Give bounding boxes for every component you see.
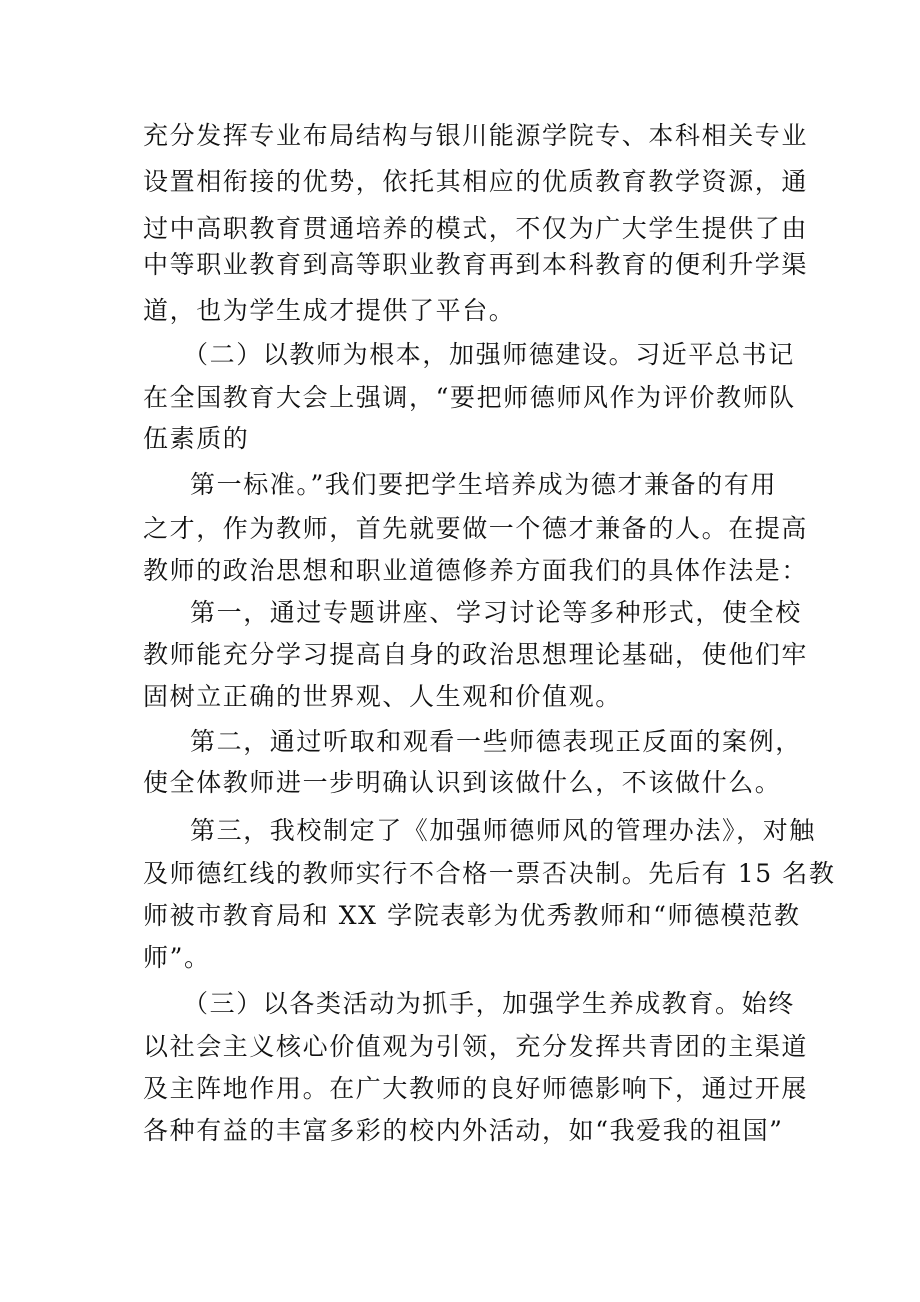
body-text-line: 充分发挥专业布局结构与银川能源学院专、本科相关专业 [143,121,809,150]
body-text-line: 以社会主义核心价值观为引领，充分发挥共青团的主渠道 [143,1032,809,1061]
body-text-line: 设置相衔接的优势，依托其相应的优质教育教学资源，通 [143,167,809,196]
body-text-line: 第二，通过听取和观看一些师德表现正反面的案例， [190,727,802,756]
body-text-line: 各种有益的丰富多彩的校内外活动，如“我爱我的祖国” [143,1116,784,1145]
body-text-line: 伍素质的 [143,424,250,453]
body-text-line: 及主阵地作用。在广大教师的良好师德影响下，通过开展 [143,1074,809,1103]
section-heading-line: （二）以教师为根本，加强师德建设。习近平总书记 [183,340,795,369]
body-text-line: 第一，通过专题讲座、学习讨论等多种形式，使全校 [190,598,802,627]
body-text-line: 及师德红线的教师实行不合格一票否决制。先后有 15 名教 [143,859,836,888]
body-text-line: 道，也为学生成才提供了平台。 [143,296,516,325]
body-text-line: 师被市教育局和 XX 学院表彰为优秀教师和“师德模范教 [143,901,801,930]
body-text-line: 第三，我校制定了《加强师德师风的管理办法》，对触 [190,816,816,845]
body-text-line: 教师能充分学习提高自身的政治思想理论基础，使他们牢 [143,640,809,669]
body-text-line: 师”。 [143,943,211,972]
body-text-line: 固树立正确的世界观、人生观和价值观。 [143,682,622,711]
body-text-line: 使全体教师进一步明确认识到该做什么，不该做什么。 [143,768,782,797]
body-text-line: 过中高职教育贯通培养的模式，不仅为广大学生提供了由 [143,214,809,243]
body-text-line: 中等职业教育到高等职业教育再到本科教育的便利升学渠 [143,250,809,279]
body-text-line: 教师的政治思想和职业道德修养方面我们的具体作法是： [143,556,809,585]
body-text-line: 第一标准。”我们要把学生培养成为德才兼备的有用 [190,470,778,499]
body-text-line: 在全国教育大会上强调，“要把师德师风作为评价教师队 [143,383,796,412]
body-text-line: 之才，作为教师，首先就要做一个德才兼备的人。在提高 [143,514,809,543]
section-heading-line: （三）以各类活动为抓手，加强学生养成教育。始终 [183,989,795,1018]
